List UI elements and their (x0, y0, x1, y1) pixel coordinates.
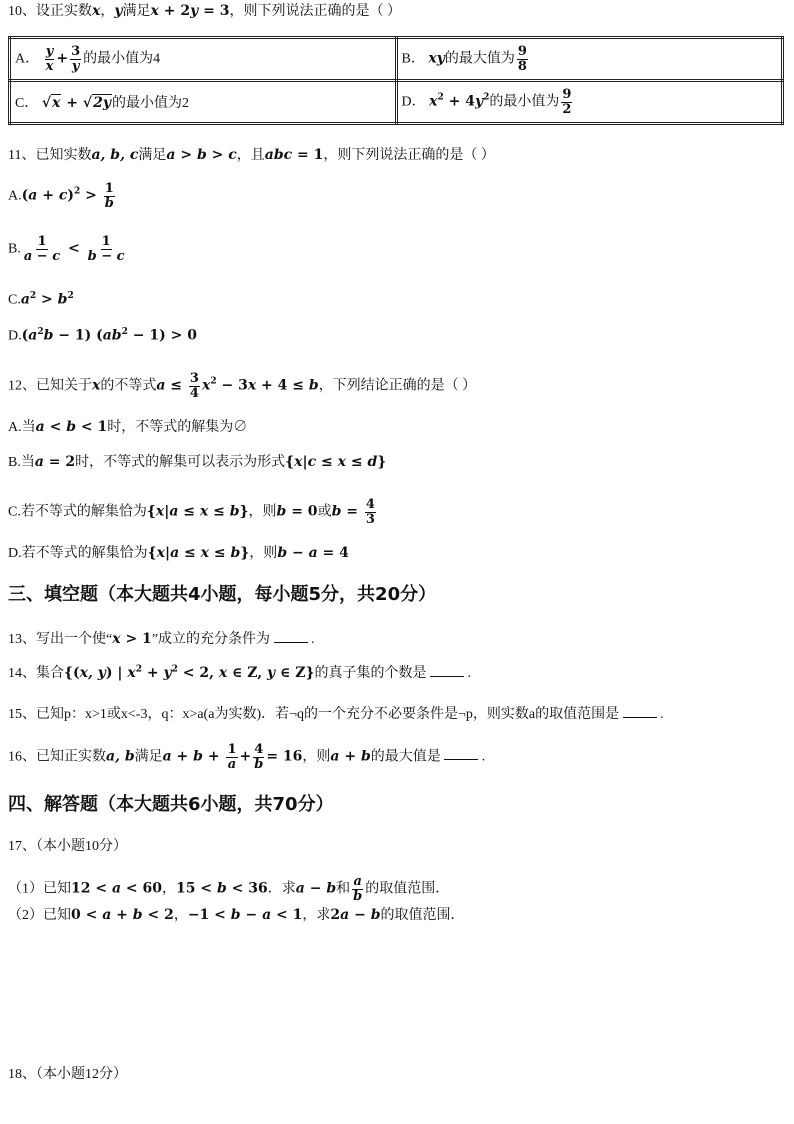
option-12-b: B.当a = 2时，不等式的解集可以表示为形式{x|c ≤ x ≤ d} (8, 454, 387, 470)
question-16: 16、已知正实数a, b满足a + b + $\frac{1}{a}$ + $\frac{4}{b}$ = 16，则a + b的最大值是 . (8, 742, 486, 772)
option-11-a: $A.(a + c)^2$ > $\frac{1}{b}$ (8, 181, 114, 211)
question-17-part-1: （1）已知12 < a < 60，15 < b < 36．求a − b和 $\frac{a}{b}$ 的取值范围． (8, 874, 450, 904)
answer-blank (274, 630, 308, 643)
question-18-header: 18、（本小题12分） (8, 1067, 127, 1082)
answer-blank (430, 664, 464, 677)
section-4-heading: 四、解答题（本大题共6小题，共70分） (8, 794, 334, 815)
option-12-c: C.若不等式的解集恰为{x|a ≤ x ≤ b}，则b = 0或b = $\frac{4}{3}$ (8, 497, 375, 527)
question-11-stem: 11、已知实数a, b, c满足a > b > c，且abc = 1，则下列说法正确的是（ ） (8, 147, 495, 163)
section-3-heading: 三、填空题（本大题共4小题，每小题5分，共20分） (8, 584, 437, 605)
question-10-stem: 10、设正实数x，y满足x + 2y = 3，则下列说法正确的是（ ） (8, 3, 401, 19)
option-11-d: $D.(a^2b - 1) (ab^2 - 1) > 0$ (8, 327, 197, 344)
option-11-c: $C.a^2 > b^2$ (8, 291, 74, 308)
question-17-header: 17、（本小题10分） (8, 839, 127, 854)
option-12-a: A.当a < b < 1时，不等式的解集为∅ (8, 419, 248, 435)
question-15: 15、已知p：x>1或x<-3，q：x>a(a为实数)．若¬q的一个充分不必要条件是¬p，则实数a的取值范围是 . (8, 707, 664, 722)
option-11-b: B. $\frac{1}{a - c}$ < $\frac{1}{b - c}$ (8, 234, 125, 264)
option-10-d: D． $x^2 + 4y^2$的最小值为 $\frac{9}{2}$ (396, 81, 783, 124)
option-10-c: C． √x + √2y的最小值为2 (10, 81, 397, 124)
question-17-part-2: （2）已知0 < a + b < 2，−1 < b − a < 1，求2a − b的取值范围． (8, 907, 465, 923)
question-13: 13、写出一个使“x > 1”成立的充分条件为 . (8, 631, 315, 647)
option-12-d: D.若不等式的解集恰为{x|a ≤ x ≤ b}，则b − a = 4 (8, 545, 349, 561)
question-14: 14、集合{(x, y) | $x^2 + y^2 < 2$, x ∈ Z, y ∈ Z}的真子集的个数是 . (8, 664, 472, 681)
option-10-b: B． xy的最大值为 $\frac{9}{8}$ (396, 38, 783, 81)
answer-blank (623, 705, 657, 718)
question-12-stem: 12、已知关于x的不等式a ≤ $\frac{3}{4}$ $x^2 - 3x + 4 \le b$，下列结论正确的是（ ） (8, 371, 477, 401)
question-10-options-table (8, 36, 784, 125)
option-10-a: A． $\frac{y}{x}$ + $\frac{3}{y}$ 的最小值为4 (10, 38, 397, 81)
answer-blank (444, 747, 478, 760)
